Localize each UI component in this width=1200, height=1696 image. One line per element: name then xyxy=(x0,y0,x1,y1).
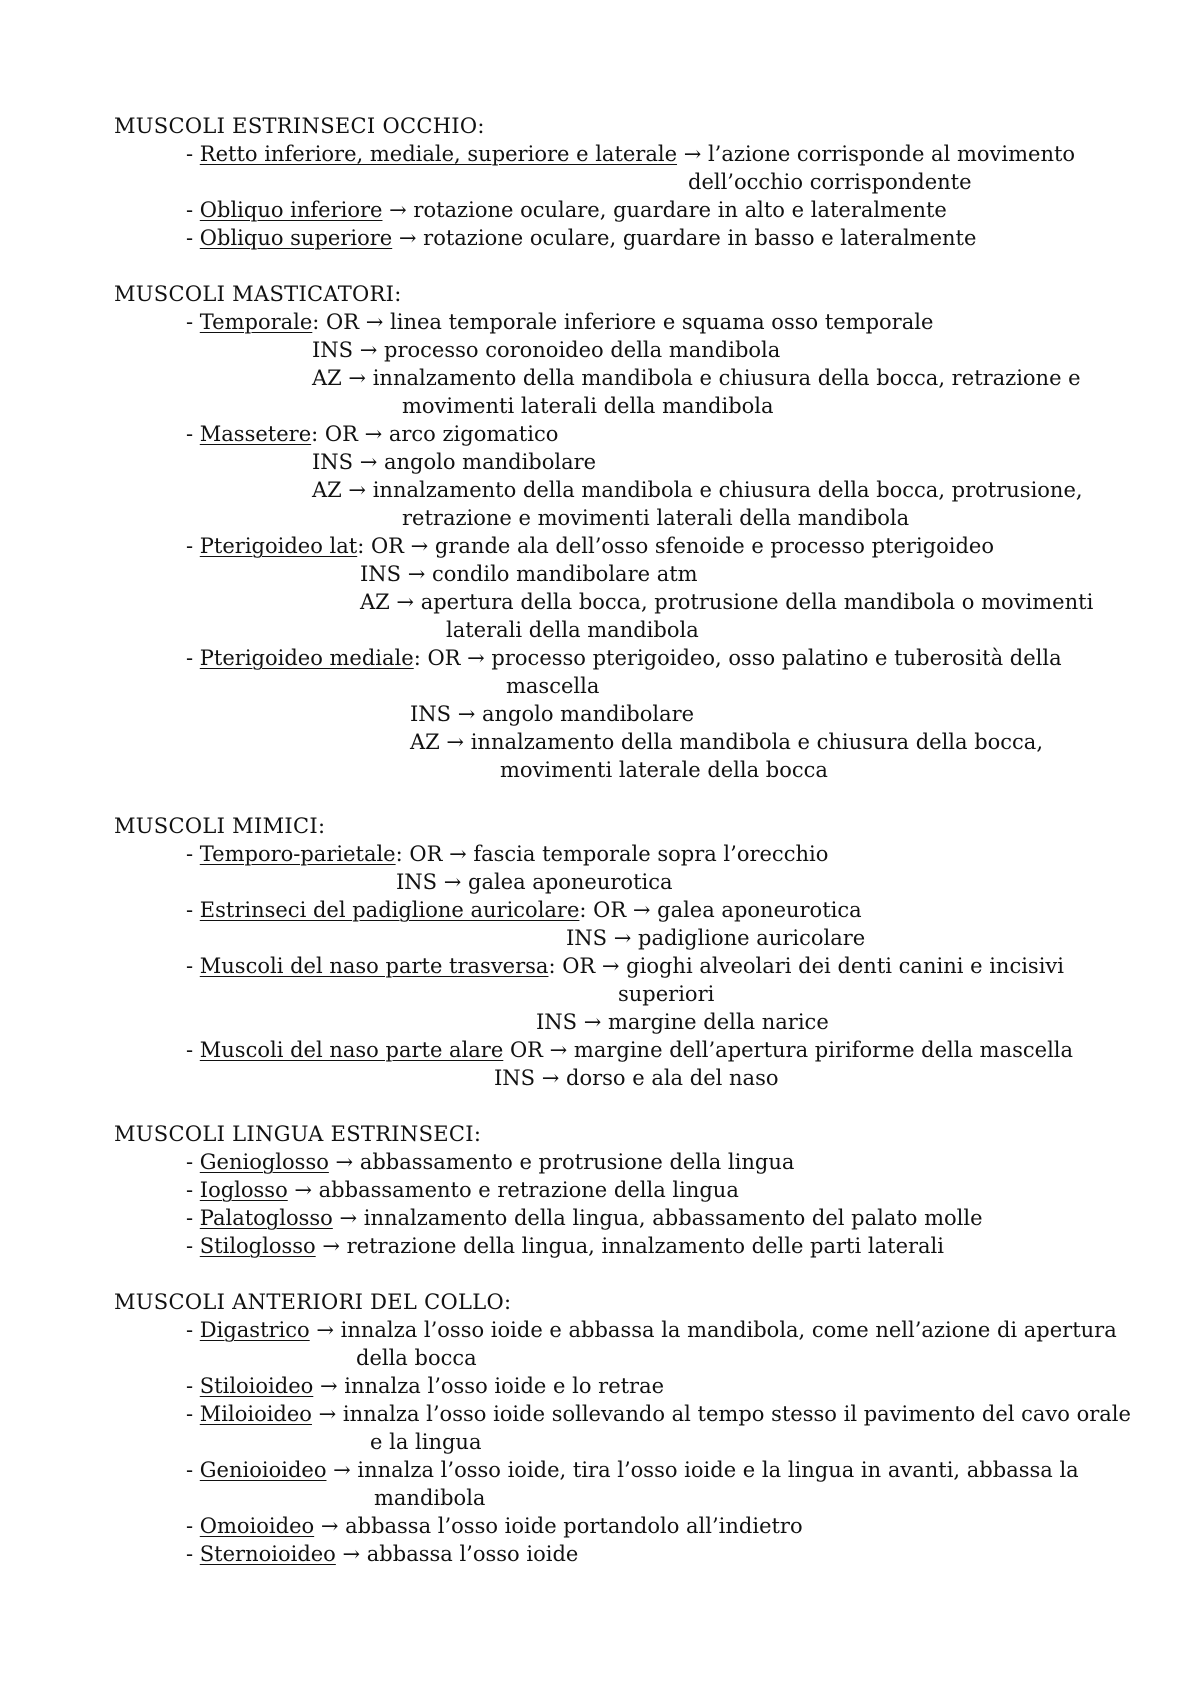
list-item: - Temporale: OR → linea temporale inferiore e squama osso temporale xyxy=(186,310,934,334)
list-item: - Sternoioideo → abbassa l’osso ioide xyxy=(186,1542,579,1566)
muscle-name: Obliquo superiore xyxy=(199,226,393,250)
item-text: → abbassa l’osso ioide portandolo all’indietro xyxy=(314,1514,803,1538)
item-text: → rotazione oculare, guardare in basso e lateralmente xyxy=(392,226,977,250)
item-continuation: dell’occhio corrispondente xyxy=(688,170,972,194)
insertion-text: INS → angolo mandibolare xyxy=(410,702,695,726)
item-text: → abbassa l’osso ioide xyxy=(335,1542,579,1566)
action-continuation: movimenti laterale della bocca xyxy=(500,758,828,782)
list-item: - Ioglosso → abbassamento e retrazione della lingua xyxy=(186,1178,739,1202)
muscle-name: Estrinseci del padiglione auricolare xyxy=(199,898,580,922)
muscle-name: Pterigoideo lat xyxy=(199,534,358,558)
list-item: - Genioglosso → abbassamento e protrusione della lingua xyxy=(186,1150,795,1174)
list-item: - Retto inferiore, mediale, superiore e laterale → l’azione corrisponde al movimento xyxy=(186,142,1076,166)
muscle-name: Palatoglosso xyxy=(199,1206,333,1230)
muscle-name: Miloioideo xyxy=(199,1402,312,1426)
action-text: AZ → apertura della bocca, protrusione della mandibola o movimenti xyxy=(360,590,1094,614)
item-text: → innalza l’osso ioide, tira l’osso ioide e la lingua in avanti, abbassa la xyxy=(326,1458,1079,1482)
origin-continuation: superiori xyxy=(618,982,715,1006)
muscle-name: Stiloioideo xyxy=(199,1374,314,1398)
list-item: - Temporo-parietale: OR → fascia temporale sopra l’orecchio xyxy=(186,842,829,866)
action-text: AZ → innalzamento della mandibola e chiusura della bocca, protrusione, xyxy=(312,478,1083,502)
origin-text: : OR → linea temporale inferiore e squama osso temporale xyxy=(312,310,934,334)
action-continuation: movimenti laterali della mandibola xyxy=(402,394,774,418)
insertion-text: INS → margine della narice xyxy=(536,1010,829,1034)
muscle-name: Obliquo inferiore xyxy=(199,198,383,222)
list-item: - Estrinseci del padiglione auricolare: OR → galea aponeurotica xyxy=(186,898,862,922)
origin-continuation: mascella xyxy=(506,674,600,698)
insertion-text: INS → processo coronoideo della mandibola xyxy=(312,338,781,362)
insertion-text: INS → condilo mandibolare atm xyxy=(360,562,698,586)
item-text: → innalza l’osso ioide sollevando al tempo stesso il pavimento del cavo orale xyxy=(311,1402,1131,1426)
origin-text: : OR → fascia temporale sopra l’orecchio xyxy=(395,842,829,866)
list-item: - Pterigoideo mediale: OR → processo pterigoideo, osso palatino e tuberosità della xyxy=(186,646,1062,670)
item-text: → innalzamento della lingua, abbassamento del palato molle xyxy=(332,1206,983,1230)
section-heading: MUSCOLI ANTERIORI DEL COLLO: xyxy=(114,1290,512,1314)
origin-text: : OR → arco zigomatico xyxy=(311,422,559,446)
muscle-name: Pterigoideo mediale xyxy=(199,646,414,670)
list-item: - Obliquo superiore → rotazione oculare, guardare in basso e lateralmente xyxy=(186,226,977,250)
muscle-name: Genioglosso xyxy=(199,1150,329,1174)
muscle-name: Ioglosso xyxy=(199,1178,288,1202)
section-heading: MUSCOLI MASTICATORI: xyxy=(114,282,402,306)
list-item: - Obliquo inferiore → rotazione oculare, guardare in alto e lateralmente xyxy=(186,198,947,222)
list-item: - Omoioideo → abbassa l’osso ioide portandolo all’indietro xyxy=(186,1514,803,1538)
action-text: AZ → innalzamento della mandibola e chiusura della bocca, retrazione e xyxy=(312,366,1081,390)
item-text: → abbassamento e protrusione della lingua xyxy=(328,1150,795,1174)
action-text: AZ → innalzamento della mandibola e chiusura della bocca, xyxy=(410,730,1043,754)
insertion-text: INS → padiglione auricolare xyxy=(566,926,866,950)
origin-text: : OR → grande ala dell’osso sfenoide e processo pterigoideo xyxy=(357,534,995,558)
section-heading: MUSCOLI LINGUA ESTRINSECI: xyxy=(114,1122,482,1146)
origin-text: : OR → gioghi alveolari dei denti canini e incisivi xyxy=(548,954,1064,978)
item-text: → abbassamento e retrazione della lingua xyxy=(287,1178,739,1202)
list-item: - Massetere: OR → arco zigomatico xyxy=(186,422,559,446)
muscle-name: Omoioideo xyxy=(199,1514,315,1538)
item-continuation: mandibola xyxy=(374,1486,486,1510)
origin-text: : OR → processo pterigoideo, osso palatino e tuberosità della xyxy=(413,646,1062,670)
muscle-name: Genioioideo xyxy=(199,1458,327,1482)
item-continuation: della bocca xyxy=(356,1346,477,1370)
insertion-text: INS → galea aponeurotica xyxy=(396,870,673,894)
muscle-name: Muscoli del naso parte alare xyxy=(199,1038,504,1062)
muscle-name: Stiloglosso xyxy=(199,1234,316,1258)
insertion-text: INS → angolo mandibolare xyxy=(312,450,597,474)
list-item: - Muscoli del naso parte alare OR → margine dell’apertura piriforme della mascella xyxy=(186,1038,1074,1062)
section-heading: MUSCOLI ESTRINSECI OCCHIO: xyxy=(114,114,485,138)
item-text: → l’azione corrisponde al movimento xyxy=(677,142,1076,166)
item-text: → innalza l’osso ioide e lo retrae xyxy=(313,1374,665,1398)
action-continuation: laterali della mandibola xyxy=(446,618,699,642)
muscle-name: Digastrico xyxy=(199,1318,310,1342)
item-text: → retrazione della lingua, innalzamento delle parti laterali xyxy=(315,1234,944,1258)
muscle-name: Muscoli del naso parte trasversa xyxy=(199,954,549,978)
muscle-name: Sternoioideo xyxy=(199,1542,336,1566)
list-item: - Miloioideo → innalza l’osso ioide sollevando al tempo stesso il pavimento del cavo orale xyxy=(186,1402,1131,1426)
list-item: - Palatoglosso → innalzamento della lingua, abbassamento del palato molle xyxy=(186,1206,983,1230)
muscle-name: Retto inferiore, mediale, superiore e laterale xyxy=(199,142,678,166)
item-continuation: e la lingua xyxy=(370,1430,482,1454)
muscle-name: Temporo-parietale xyxy=(199,842,396,866)
section-heading: MUSCOLI MIMICI: xyxy=(114,814,326,838)
action-continuation: retrazione e movimenti laterali della mandibola xyxy=(402,506,910,530)
list-item: - Muscoli del naso parte trasversa: OR → gioghi alveolari dei denti canini e incisivi xyxy=(186,954,1064,978)
list-item: - Stiloglosso → retrazione della lingua, innalzamento delle parti laterali xyxy=(186,1234,944,1258)
list-item: - Digastrico → innalza l’osso ioide e abbassa la mandibola, come nell’azione di apertura xyxy=(186,1318,1117,1342)
item-text: → innalza l’osso ioide e abbassa la mandibola, come nell’azione di apertura xyxy=(309,1318,1117,1342)
list-item: - Stiloioideo → innalza l’osso ioide e lo retrae xyxy=(186,1374,665,1398)
list-item: - Pterigoideo lat: OR → grande ala dell’osso sfenoide e processo pterigoideo xyxy=(186,534,995,558)
muscle-name: Temporale xyxy=(199,310,313,334)
list-item: - Genioioideo → innalza l’osso ioide, tira l’osso ioide e la lingua in avanti, abbassa la xyxy=(186,1458,1079,1482)
muscle-name: Massetere xyxy=(199,422,312,446)
origin-text: : OR → galea aponeurotica xyxy=(579,898,862,922)
origin-text: OR → margine dell’apertura piriforme della mascella xyxy=(503,1038,1074,1062)
item-text: → rotazione oculare, guardare in alto e lateralmente xyxy=(382,198,947,222)
insertion-text: INS → dorso e ala del naso xyxy=(494,1066,779,1090)
